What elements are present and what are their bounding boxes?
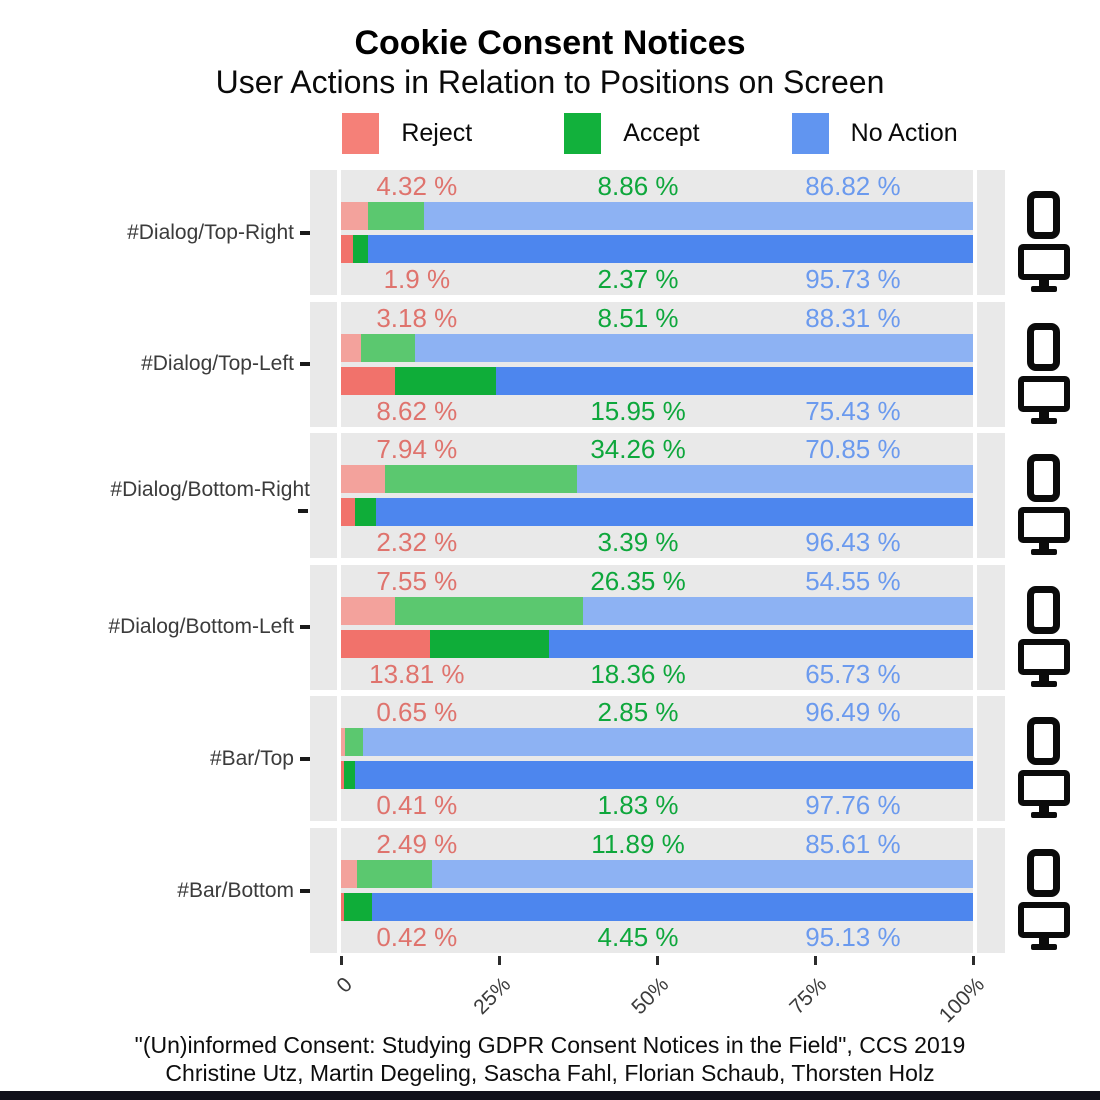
monitor-icon: [1018, 507, 1070, 543]
x-axis-tick-mark: [972, 956, 975, 965]
desktop-stacked-bar: [341, 893, 973, 921]
y-axis-tick-mark: [300, 757, 310, 761]
mobile-no-action-segment: [424, 202, 973, 230]
mobile-accept-segment: [361, 334, 415, 362]
device-icons: [1012, 302, 1076, 427]
desktop-no-action-value: 75.43 %: [805, 395, 901, 426]
mobile-accept-value: 11.89 %: [591, 829, 685, 859]
y-axis-tick-mark: [300, 362, 310, 366]
chart-group-row: [0, 696, 1100, 821]
x-axis-tick-mark: [656, 956, 659, 965]
x-axis-tick-label: 50%: [627, 973, 674, 1019]
mobile-no-action-value: 85.61 %: [805, 829, 901, 859]
mobile-stacked-bar: [341, 728, 973, 756]
footer-citation: [0, 1031, 1100, 1087]
mobile-reject-value: 2.49 %: [376, 829, 458, 859]
x-axis-tick-label: 100%: [935, 973, 990, 1028]
desktop-no-action-segment: [368, 235, 973, 263]
desktop-no-action-value: 65.73 %: [805, 658, 901, 689]
mobile-accept-segment: [357, 860, 432, 888]
gridline-100pct: [973, 828, 977, 953]
mobile-reject-value: 3.18 %: [376, 302, 458, 333]
mobile-no-action-segment: [432, 860, 973, 888]
legend-label: No Action: [850, 119, 958, 147]
desktop-accept-segment: [395, 367, 496, 395]
desktop-reject-segment: [341, 367, 395, 395]
x-axis-tick-mark: [340, 956, 343, 965]
monitor-icon: [1018, 244, 1070, 280]
y-axis-tick-mark: [300, 889, 310, 893]
mobile-no-action-segment: [577, 465, 973, 493]
mobile-reject-value: 7.94 %: [376, 434, 458, 465]
mobile-no-action-value: 96.49 %: [805, 697, 901, 728]
panel-background: [310, 302, 1005, 427]
desktop-accept-value: 3.39 %: [597, 527, 679, 558]
desktop-stacked-bar: [341, 498, 973, 526]
desktop-accept-segment: [355, 498, 376, 526]
legend-label: Accept: [623, 119, 700, 147]
monitor-icon-base: [1031, 812, 1057, 818]
monitor-icon-base: [1031, 418, 1057, 424]
desktop-stacked-bar: [341, 761, 973, 789]
desktop-value-labels: [341, 923, 973, 951]
desktop-no-action-segment: [496, 367, 973, 395]
x-axis-tick-mark: [498, 956, 501, 965]
monitor-icon-base: [1031, 549, 1057, 555]
monitor-icon-base: [1031, 681, 1057, 687]
y-axis-tick-mark: [300, 231, 310, 235]
desktop-reject-value: 13.81 %: [369, 658, 465, 689]
panel-background: [310, 828, 1005, 953]
desktop-value-labels: [341, 265, 973, 293]
mobile-no-action-value: 70.85 %: [805, 434, 901, 465]
legend-swatch: [342, 113, 379, 154]
desktop-stacked-bar: [341, 367, 973, 395]
desktop-reject-segment: [341, 630, 430, 658]
y-axis-label-text: #Dialog/Top-Left: [141, 352, 294, 376]
desktop-no-action-value: 95.13 %: [805, 922, 901, 952]
mobile-value-labels: [341, 698, 973, 726]
y-axis-label: [0, 302, 310, 427]
mobile-accept-value: 2.85 %: [597, 697, 679, 728]
desktop-accept-segment: [353, 235, 368, 263]
x-axis-tick-mark: [814, 956, 817, 965]
mobile-value-labels: [341, 172, 973, 200]
mobile-accept-segment: [385, 465, 577, 493]
monitor-icon: [1018, 770, 1070, 806]
mobile-reject-segment: [341, 597, 395, 625]
gridline-100pct: [973, 565, 977, 690]
desktop-reject-value: 8.62 %: [376, 395, 458, 426]
bottom-border-strip: [0, 1091, 1100, 1100]
chart-group-row: [0, 565, 1100, 690]
mobile-accept-value: 8.51 %: [597, 302, 679, 333]
legend-label: Reject: [401, 119, 473, 147]
y-axis-label-text: #Bar/Top: [209, 746, 294, 770]
panel-background: [310, 433, 1005, 558]
legend-swatch: [564, 113, 601, 154]
mobile-accept-segment: [368, 202, 424, 230]
smartphone-icon: [1027, 586, 1060, 634]
desktop-reject-segment: [341, 235, 353, 263]
device-icons: [1012, 170, 1076, 295]
mobile-value-labels: [341, 304, 973, 332]
mobile-value-labels: [341, 830, 973, 858]
mobile-accept-value: 8.86 %: [597, 171, 679, 201]
desktop-reject-segment: [341, 498, 355, 526]
mobile-stacked-bar: [341, 465, 973, 493]
mobile-accept-value: 34.26 %: [590, 434, 686, 465]
desktop-accept-value: 15.95 %: [590, 395, 686, 426]
desktop-accept-segment: [344, 761, 356, 789]
mobile-reject-segment: [341, 465, 385, 493]
mobile-accept-segment: [345, 728, 363, 756]
desktop-accept-value: 18.36 %: [590, 658, 686, 689]
mobile-stacked-bar: [341, 597, 973, 625]
y-axis-label-text: #Dialog/Top-Right: [127, 220, 294, 244]
mobile-no-action-segment: [415, 334, 973, 362]
y-axis-label: [0, 828, 310, 953]
desktop-accept-value: 4.45 %: [597, 922, 679, 952]
desktop-no-action-value: 97.76 %: [805, 790, 901, 821]
y-axis-label-text: #Dialog/Bottom-Left: [108, 615, 294, 639]
mobile-reject-value: 0.65 %: [376, 697, 458, 728]
chart-group-row: [0, 828, 1100, 953]
desktop-value-labels: [341, 528, 973, 556]
legend-swatch: [792, 113, 829, 154]
desktop-reject-value: 1.9 %: [383, 264, 451, 294]
smartphone-icon: [1027, 323, 1060, 371]
monitor-icon: [1018, 902, 1070, 938]
y-axis-tick-mark: [300, 625, 310, 629]
panel-background: [310, 565, 1005, 690]
desktop-no-action-value: 95.73 %: [805, 264, 901, 294]
mobile-no-action-value: 54.55 %: [805, 565, 901, 596]
smartphone-icon: [1027, 454, 1060, 502]
y-axis-label-text: #Dialog/Bottom-Right: [110, 478, 310, 502]
desktop-no-action-segment: [355, 761, 973, 789]
monitor-icon-base: [1031, 944, 1057, 950]
panel-background: [310, 696, 1005, 821]
legend-item: [564, 113, 699, 154]
gridline-100pct: [973, 696, 977, 821]
footer-line-1: "(Un)informed Consent: Studying GDPR Consent Notices in the Field", CCS 2019: [134, 1032, 966, 1058]
monitor-icon-base: [1031, 286, 1057, 292]
mobile-reject-segment: [341, 860, 357, 888]
legend: [100, 113, 1100, 154]
y-axis-tick-mark: [298, 509, 308, 513]
desktop-no-action-segment: [376, 498, 973, 526]
chart-group-row: [0, 170, 1100, 295]
mobile-reject-segment: [341, 202, 368, 230]
x-axis-tick-label: 25%: [469, 973, 516, 1019]
desktop-reject-value: 0.41 %: [376, 790, 458, 821]
chart-group-row: [0, 302, 1100, 427]
mobile-reject-segment: [341, 334, 361, 362]
gridline-100pct: [973, 433, 977, 558]
smartphone-icon: [1027, 191, 1060, 239]
chart-title: Cookie Consent Notices: [354, 24, 746, 62]
mobile-stacked-bar: [341, 860, 973, 888]
mobile-no-action-value: 86.82 %: [805, 171, 901, 201]
mobile-accept-segment: [395, 597, 583, 625]
mobile-reject-value: 4.32 %: [376, 171, 458, 201]
chart-subtitle: User Actions in Relation to Positions on Screen: [215, 64, 885, 100]
smartphone-icon: [1027, 849, 1060, 897]
device-icons: [1012, 696, 1076, 821]
desktop-no-action-segment: [372, 893, 973, 921]
panel-background: [310, 170, 1005, 295]
y-axis-label: [0, 696, 310, 821]
x-axis-tick-label: 75%: [785, 973, 832, 1019]
mobile-stacked-bar: [341, 334, 973, 362]
mobile-no-action-segment: [363, 728, 973, 756]
desktop-accept-segment: [344, 893, 372, 921]
mobile-value-labels: [341, 567, 973, 595]
smartphone-icon: [1027, 717, 1060, 765]
legend-item: [342, 113, 472, 154]
desktop-no-action-segment: [549, 630, 973, 658]
mobile-reject-value: 7.55 %: [376, 565, 458, 596]
mobile-no-action-value: 88.31 %: [805, 302, 901, 333]
desktop-stacked-bar: [341, 235, 973, 263]
desktop-stacked-bar: [341, 630, 973, 658]
gridline-100pct: [973, 170, 977, 295]
mobile-stacked-bar: [341, 202, 973, 230]
desktop-reject-value: 0.42 %: [376, 922, 458, 952]
monitor-icon: [1018, 376, 1070, 412]
desktop-reject-value: 2.32 %: [376, 527, 458, 558]
legend-item: [792, 113, 958, 154]
x-axis-tick-label: 0: [332, 973, 358, 998]
desktop-no-action-value: 96.43 %: [805, 527, 901, 558]
footer-line-2: Christine Utz, Martin Degeling, Sascha Fahl, Florian Schaub, Thorsten Holz: [165, 1060, 935, 1086]
desktop-value-labels: [341, 791, 973, 819]
mobile-accept-value: 26.35 %: [590, 565, 686, 596]
desktop-value-labels: [341, 660, 973, 688]
y-axis-label: [0, 433, 310, 558]
y-axis-label-text: #Bar/Bottom: [177, 878, 294, 902]
device-icons: [1012, 565, 1076, 690]
device-icons: [1012, 433, 1076, 558]
device-icons: [1012, 828, 1076, 953]
y-axis-label: [0, 170, 310, 295]
chart-group-row: [0, 433, 1100, 558]
desktop-accept-segment: [430, 630, 549, 658]
desktop-accept-value: 1.83 %: [597, 790, 679, 821]
y-axis-label: [0, 565, 310, 690]
mobile-value-labels: [341, 435, 973, 463]
desktop-value-labels: [341, 397, 973, 425]
desktop-accept-value: 2.37 %: [597, 264, 679, 294]
mobile-no-action-segment: [583, 597, 973, 625]
monitor-icon: [1018, 639, 1070, 675]
gridline-100pct: [973, 302, 977, 427]
